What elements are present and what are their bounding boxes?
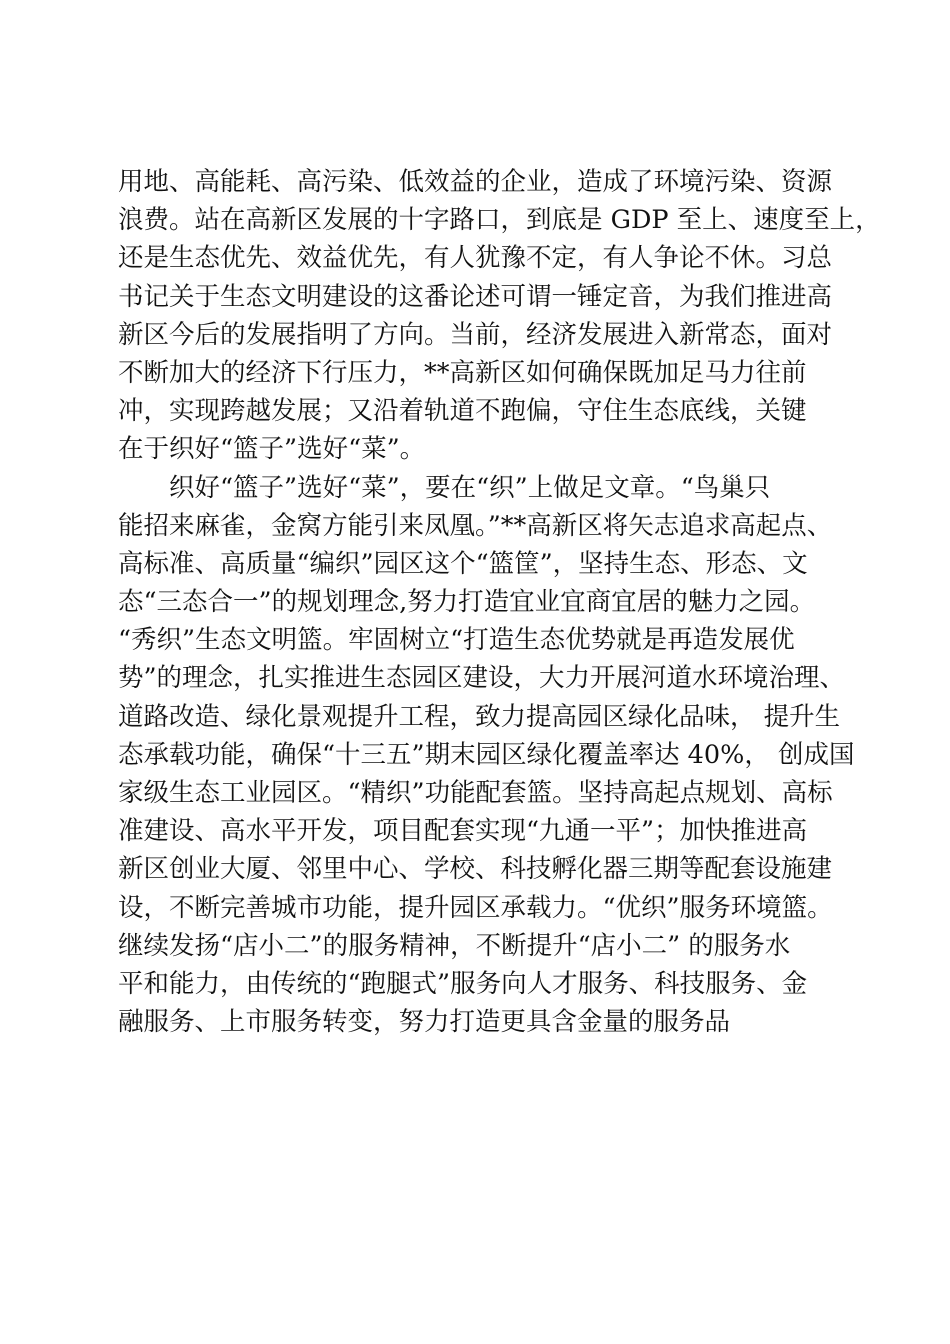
text-line: 高标准、高质量“编织”园区这个“篮筐”，坚持生态、形态、文 (118, 548, 808, 579)
text-line: 家级生态工业园区。“精织”功能配套篮。坚持高起点规划、高标 (118, 778, 833, 808)
text-line: 用地、高能耗、高污染、低效益的企业，造成了环境污染、资源 (118, 167, 833, 197)
text-line: 新区创业大厦、邻里中心、学校、科技孵化器三期等配套设施建 (118, 854, 833, 885)
text-line: 势”的理念，扎实推进生态园区建设，大力开展河道水环境治理、 (118, 663, 846, 694)
text-line: 还是生态优先、效益优先，有人犹豫不定，有人争论不休。习总 (118, 243, 833, 274)
text-line: 冲，实现跨越发展；又沿着轨道不跑偏，守住生态底线，关键 (118, 396, 807, 427)
text-line: 态承载功能，确保“十三五”期末园区绿化覆盖率达 40%， 创成国 (118, 739, 855, 770)
text-line: “秀织”生态文明篮。牢固树立“打造生态优势就是再造发展优 (118, 625, 795, 656)
text-line: 融服务、上市服务转变，努力打造更具含金量的服务品 (118, 1007, 731, 1038)
text-line: 在于织好“篮子”选好“菜”。 (118, 434, 426, 465)
text-line: 能招来麻雀，金窝方能引来凤凰。”**高新区将矢志追求高起点、 (118, 510, 833, 541)
text-line: 书记关于生态文明建设的这番论述可谓一锤定音，为我们推进高 (118, 281, 833, 312)
paragraph-first-line: 织好“篮子”选好“菜”，要在“织”上做足文章。“鸟巢只 (169, 472, 771, 503)
text-line: 态“三态合一”的规划理念,努力打造宜业宜商宜居的魅力之园。 (118, 587, 816, 618)
text-line: 准建设、高水平开发，项目配套实现“九通一平”；加快推进高 (118, 816, 808, 847)
text-line: 道路改造、绿化景观提升工程，致力提高园区绿化品味， 提升生 (118, 701, 841, 732)
text-line: 新区今后的发展指明了方向。当前，经济发展进入新常态，面对 (118, 319, 833, 350)
text-line: 平和能力，由传统的“跑腿式”服务向人才服务、科技服务、金 (118, 968, 808, 999)
text-line: 浪费。站在高新区发展的十字路口，到底是 GDP 至上、速度至上， (118, 205, 881, 236)
text-line: 不断加大的经济下行压力，**高新区如何确保既加足马力往前 (118, 357, 807, 388)
text-line: 继续发扬“店小二”的服务精神，不断提升“店小二” 的服务水 (118, 930, 791, 961)
body-text (118, 163, 881, 1041)
text-line: 设，不断完善城市功能，提升园区承载力。“优织”服务环境篮。 (118, 892, 833, 923)
